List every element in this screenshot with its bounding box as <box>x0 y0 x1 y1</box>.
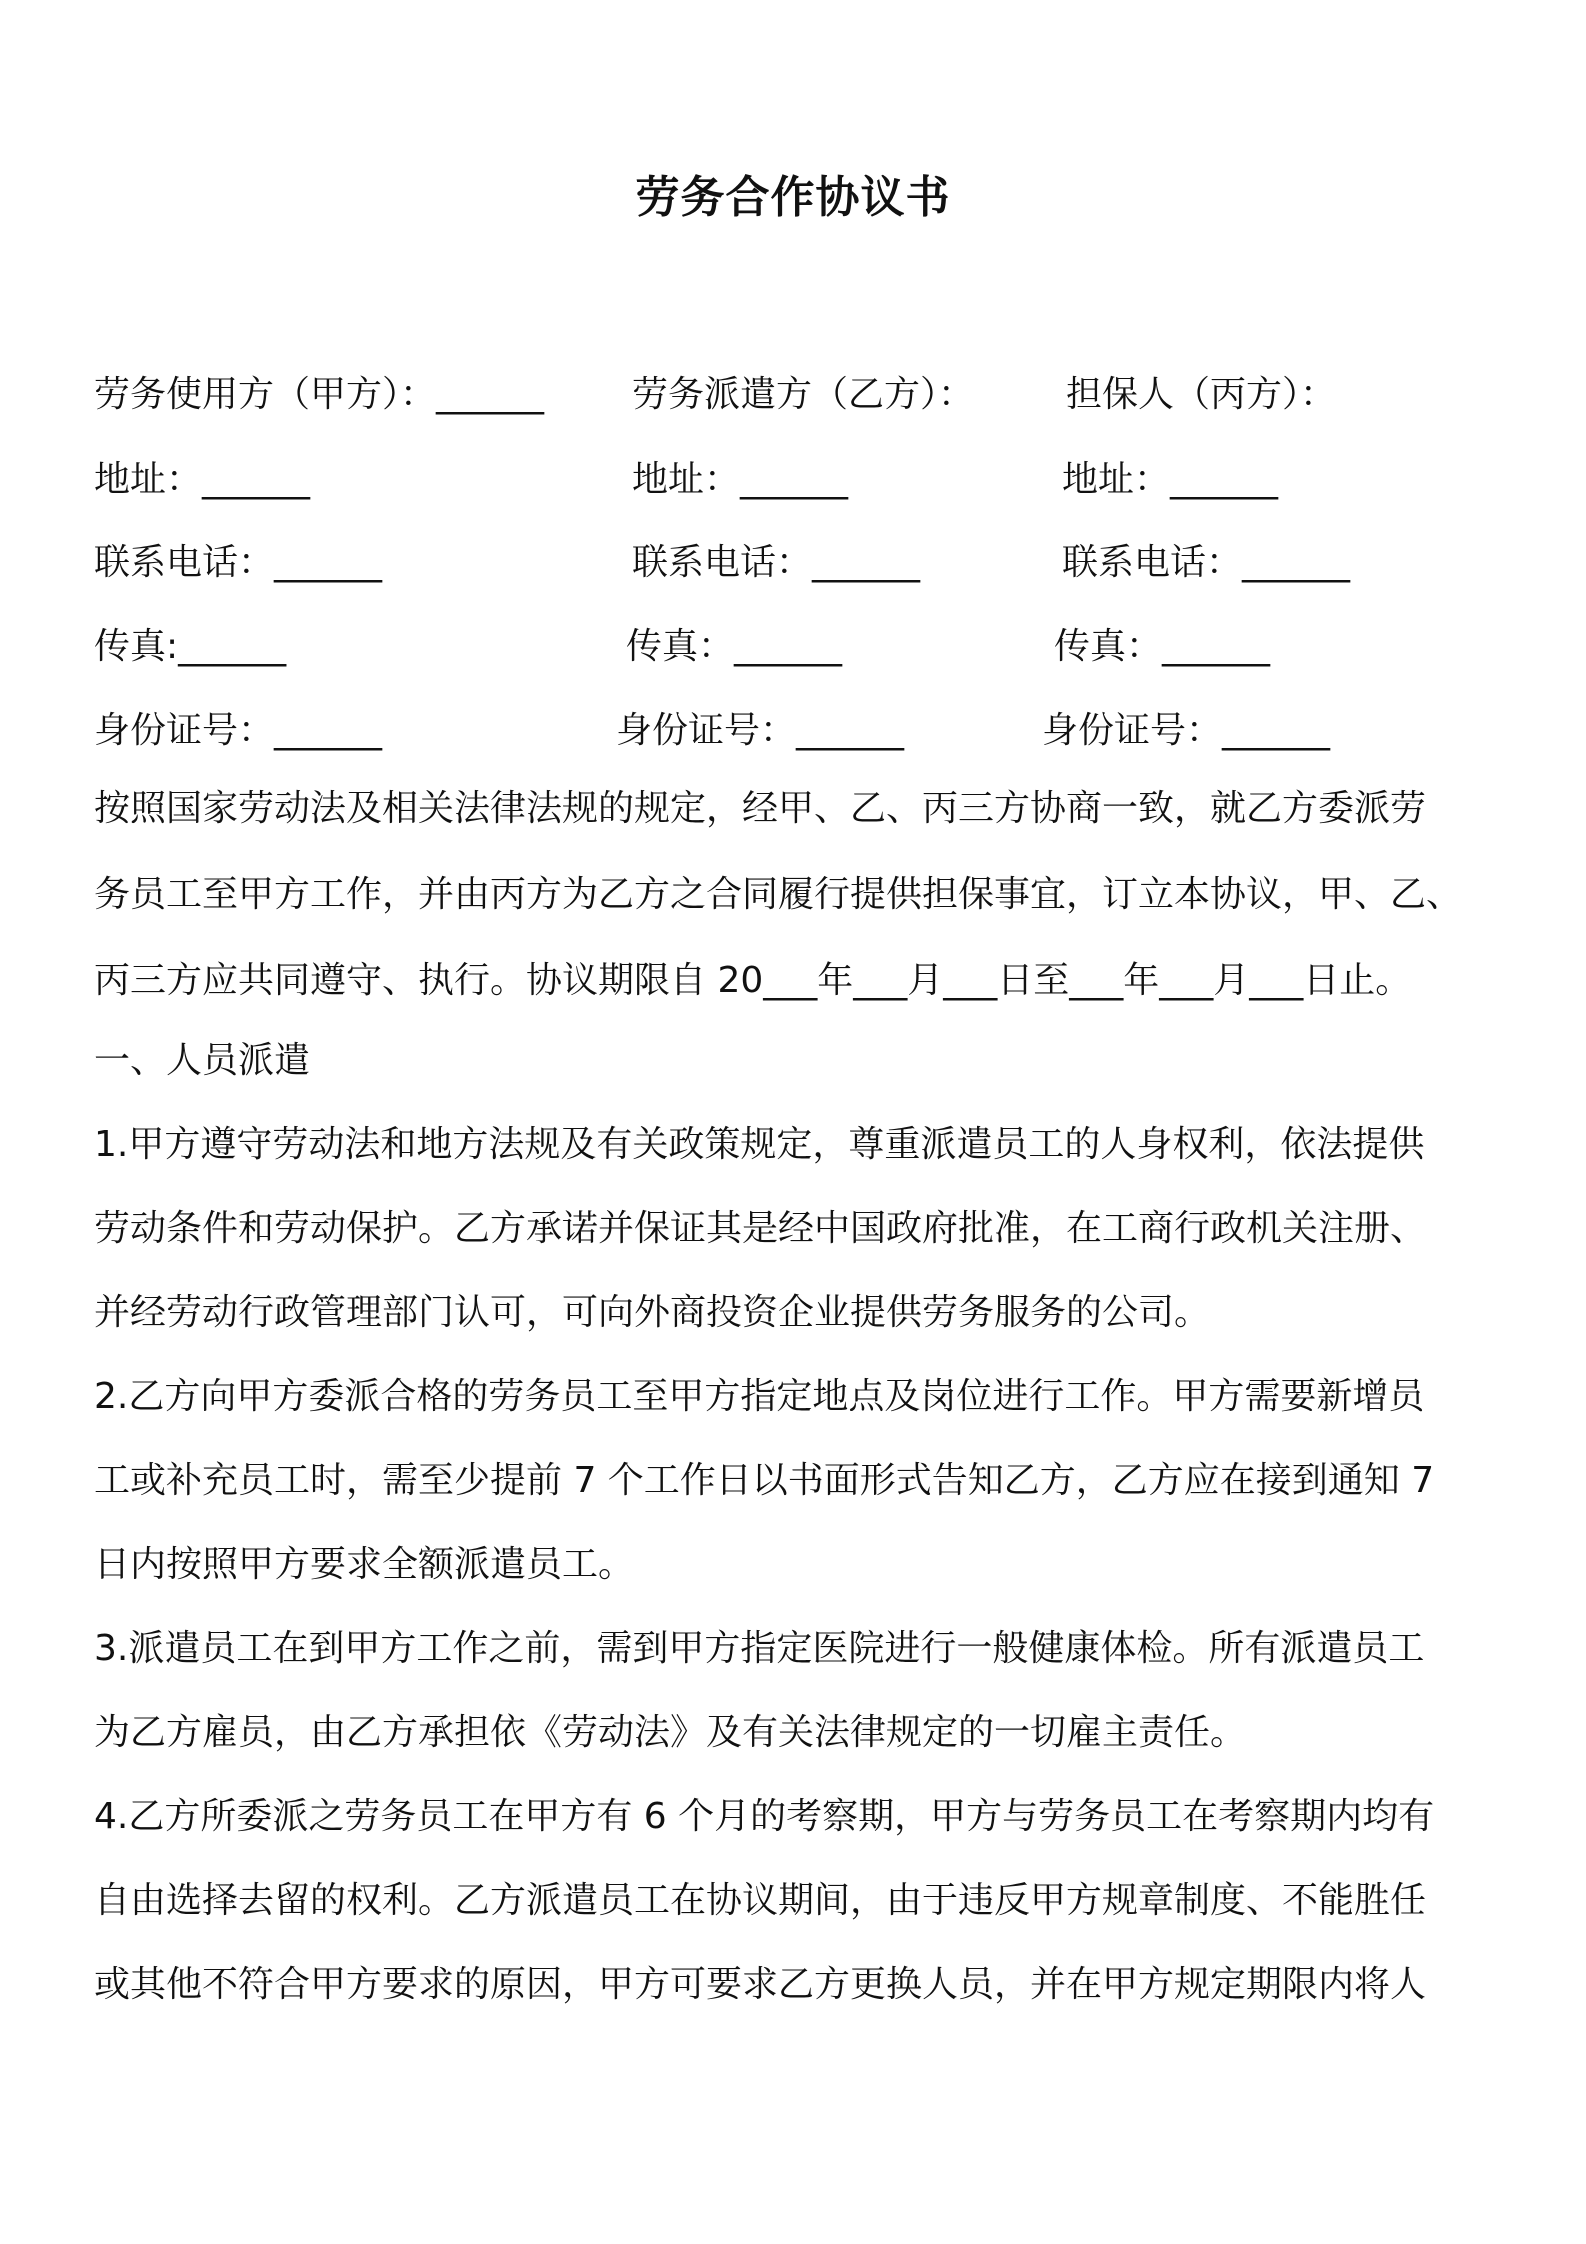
party-b-address: 地址：______ <box>632 459 849 500</box>
body-line: 或其他不符合甲方要求的原因，甲方可要求乙方更换人员，并在甲方规定期限内将人 <box>94 1964 1427 2005</box>
body-line: 工或补充员工时，需至少提前 7 个工作日以书面形式告知乙方，乙方应在接到通知 7 <box>94 1460 1435 1501</box>
body-line: 4.乙方所委派之劳务员工在甲方有 6 个月的考察期，甲方与劳务员工在考察期内均有 <box>94 1796 1435 1837</box>
party-b-id-number: 身份证号：______ <box>616 710 905 751</box>
body-line: 为乙方雇员，由乙方承担依《劳动法》及有关法律规定的一切雇主责任。 <box>94 1712 1247 1753</box>
body-line: 劳动条件和劳动保护。乙方承诺并保证其是经中国政府批准，在工商行政机关注册、 <box>94 1208 1427 1249</box>
body-line: 丙三方应共同遵守、执行。协议期限自 20___年___月___日至___年___月___日止。 <box>94 960 1412 1001</box>
party-c-name: 担保人（丙方）： <box>1066 374 1337 415</box>
party-c-id-number: 身份证号：______ <box>1042 710 1331 751</box>
party-c-fax: 传真：______ <box>1054 626 1271 667</box>
body-line: 自由选择去留的权利。乙方派遣员工在协议期间，由于违反甲方规章制度、不能胜任 <box>94 1880 1427 1921</box>
section-heading: 一、人员派遣 <box>94 1040 311 1081</box>
body-line: 3.派遣员工在到甲方工作之前，需到甲方指定医院进行一般健康体检。所有派遣员工 <box>94 1628 1425 1669</box>
party-a-fax: 传真:______ <box>94 626 287 667</box>
party-c-address: 地址：______ <box>1062 459 1279 500</box>
body-line: 2.乙方向甲方委派合格的劳务员工至甲方指定地点及岗位进行工作。甲方需要新增员 <box>94 1376 1425 1417</box>
party-c-phone: 联系电话：______ <box>1062 542 1351 583</box>
party-b-fax: 传真：______ <box>626 626 843 667</box>
party-b-phone: 联系电话：______ <box>632 542 921 583</box>
body-line: 并经劳动行政管理部门认可，可向外商投资企业提供劳务服务的公司。 <box>94 1292 1211 1333</box>
body-line: 日内按照甲方要求全额派遣员工。 <box>94 1544 635 1585</box>
party-a-phone: 联系电话：______ <box>94 542 383 583</box>
party-a-id-number: 身份证号：______ <box>94 710 383 751</box>
party-a-name: 劳务使用方（甲方）：______ <box>94 374 545 415</box>
body-line: 1.甲方遵守劳动法和地方法规及有关政策规定，尊重派遣员工的人身权利，依法提供 <box>94 1124 1425 1165</box>
party-b-name: 劳务派遣方（乙方）： <box>632 374 975 415</box>
document-title: 劳务合作协议书 <box>635 172 951 223</box>
body-line: 按照国家劳动法及相关法律法规的规定，经甲、乙、丙三方协商一致，就乙方委派劳 <box>94 788 1427 829</box>
body-line: 务员工至甲方工作，并由丙方为乙方之合同履行提供担保事宜，订立本协议，甲、乙、 <box>94 874 1463 915</box>
party-a-address: 地址：______ <box>94 459 311 500</box>
party-info-grid <box>0 0 1586 800</box>
